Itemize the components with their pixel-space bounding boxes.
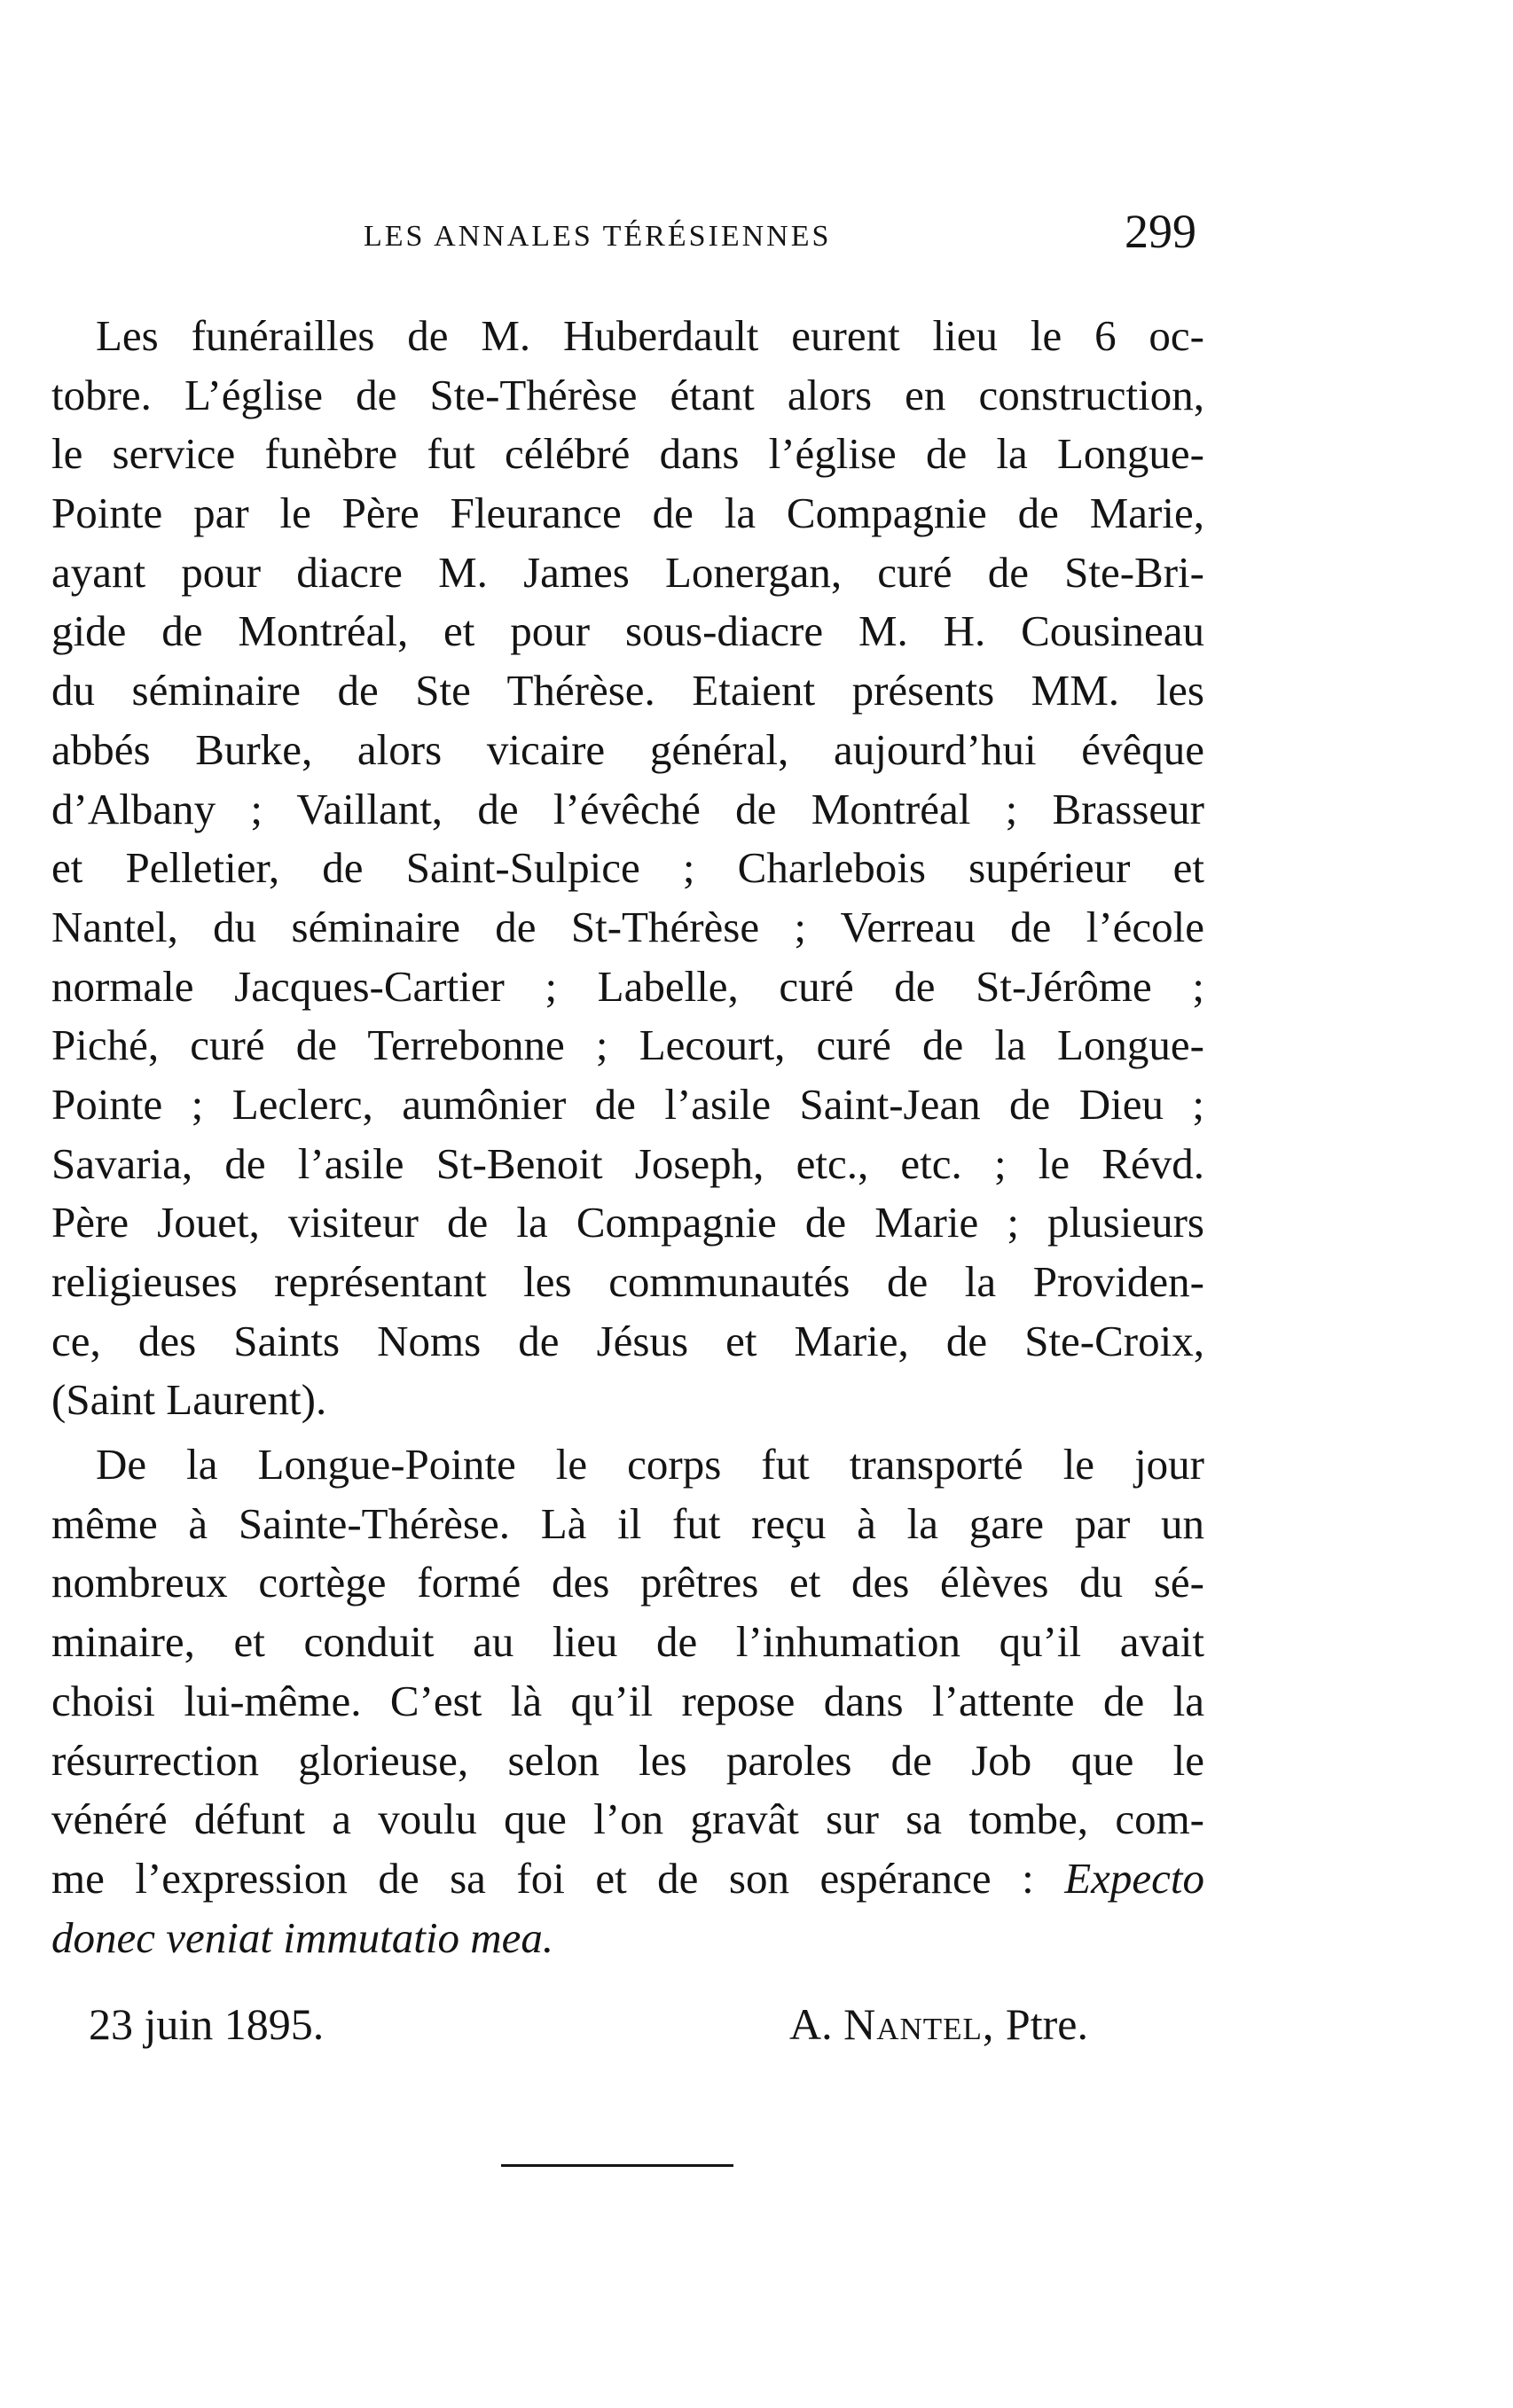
latin-quote: Expecto <box>1064 1853 1205 1903</box>
text-line: ayant pour diacre M. James Lonergan, curé de Ste-Bri- <box>51 547 1204 597</box>
text-line: (Saint Laurent). <box>51 1375 327 1425</box>
text-line: gide de Montréal, et pour sous-diacre M. H. Cousineau <box>51 606 1204 656</box>
text-line: minaire, et conduit au lieu de l’inhumation qu’il avait <box>51 1617 1204 1667</box>
text-line-with-quote <box>51 1849 1204 1909</box>
text-line: Père Jouet, visiteur de la Compagnie de Marie ; plusieurs <box>51 1198 1204 1247</box>
text-line: même à Sainte-Thérèse. Là il fut reçu à la gare par un <box>51 1498 1204 1548</box>
text-line: De la Longue-Pointe le corps fut transporté le jour <box>96 1440 1204 1489</box>
text-line: du séminaire de Ste Thérèse. Etaient présents MM. les <box>51 666 1204 715</box>
signature-line <box>89 1998 1153 2069</box>
text-line: tobre. L’église de Ste-Thérèse étant alors en construction, <box>51 370 1204 419</box>
body-text <box>51 307 1204 1967</box>
paragraph-burial <box>51 1435 1204 1967</box>
text-line: résurrection glorieuse, selon les paroles de Job que le <box>51 1735 1204 1785</box>
text-line: abbés Burke, alors vicaire général, aujourd’hui évêque <box>51 724 1204 774</box>
signature-author <box>789 1998 1088 2050</box>
running-title: LES ANNALES TÉRÉSIENNES <box>364 220 832 253</box>
text-line: d’Albany ; Vaillant, de l’évêché de Montréal ; Brasseur <box>51 784 1204 833</box>
text-line: Piché, curé de Terrebonne ; Lecourt, curé de la Longue- <box>51 1020 1204 1070</box>
text-line: Pointe par le Père Fleurance de la Compagnie de Marie, <box>51 489 1204 538</box>
author-initial: A. <box>789 1999 833 2049</box>
text-line: ce, des Saints Noms de Jésus et Marie, de Ste-Croix, <box>51 1316 1204 1365</box>
closing-rule <box>501 2164 733 2167</box>
text-line: nombreux cortège formé des prêtres et des élèves du sé- <box>51 1558 1204 1607</box>
text-line: choisi lui-même. C’est là qu’il repose dans l’attente de la <box>51 1676 1204 1725</box>
latin-quote: donec veniat immutatio mea. <box>51 1912 554 1962</box>
text-line: Pointe ; Leclerc, aumônier de l’asile Saint-Jean de Dieu ; <box>51 1079 1204 1129</box>
text-line: Savaria, de l’asile St-Benoit Joseph, etc., etc. ; le Révd. <box>51 1138 1204 1188</box>
text-line: le service funèbre fut célébré dans l’église de la Longue- <box>51 429 1204 479</box>
text-line: Nantel, du séminaire de St-Thérèse ; Verreau de l’école <box>51 902 1204 951</box>
paragraph-funerals <box>51 307 1204 1430</box>
text-line: vénéré défunt a voulu que l’on gravât sur sa tombe, com- <box>51 1794 1204 1844</box>
author-name: Nantel, <box>843 1999 995 2049</box>
text-line: et Pelletier, de Saint-Sulpice ; Charlebois supérieur et <box>51 843 1204 893</box>
text-line <box>51 1909 1204 1968</box>
text-span: me l’expression de sa foi et de son espérance : <box>51 1853 1034 1903</box>
signature-date: 23 juin 1895. <box>89 1999 325 2049</box>
author-title: Ptre. <box>1005 1999 1088 2049</box>
text-line: normale Jacques-Cartier ; Labelle, curé de St-Jérôme ; <box>51 961 1204 1011</box>
running-head <box>0 204 1513 266</box>
text-line: Les funérailles de M. Huberdault eurent lieu le 6 oc- <box>96 311 1204 360</box>
text-line: religieuses représentant les communautés de la Providen- <box>51 1257 1204 1306</box>
page-number: 299 <box>1125 205 1196 258</box>
